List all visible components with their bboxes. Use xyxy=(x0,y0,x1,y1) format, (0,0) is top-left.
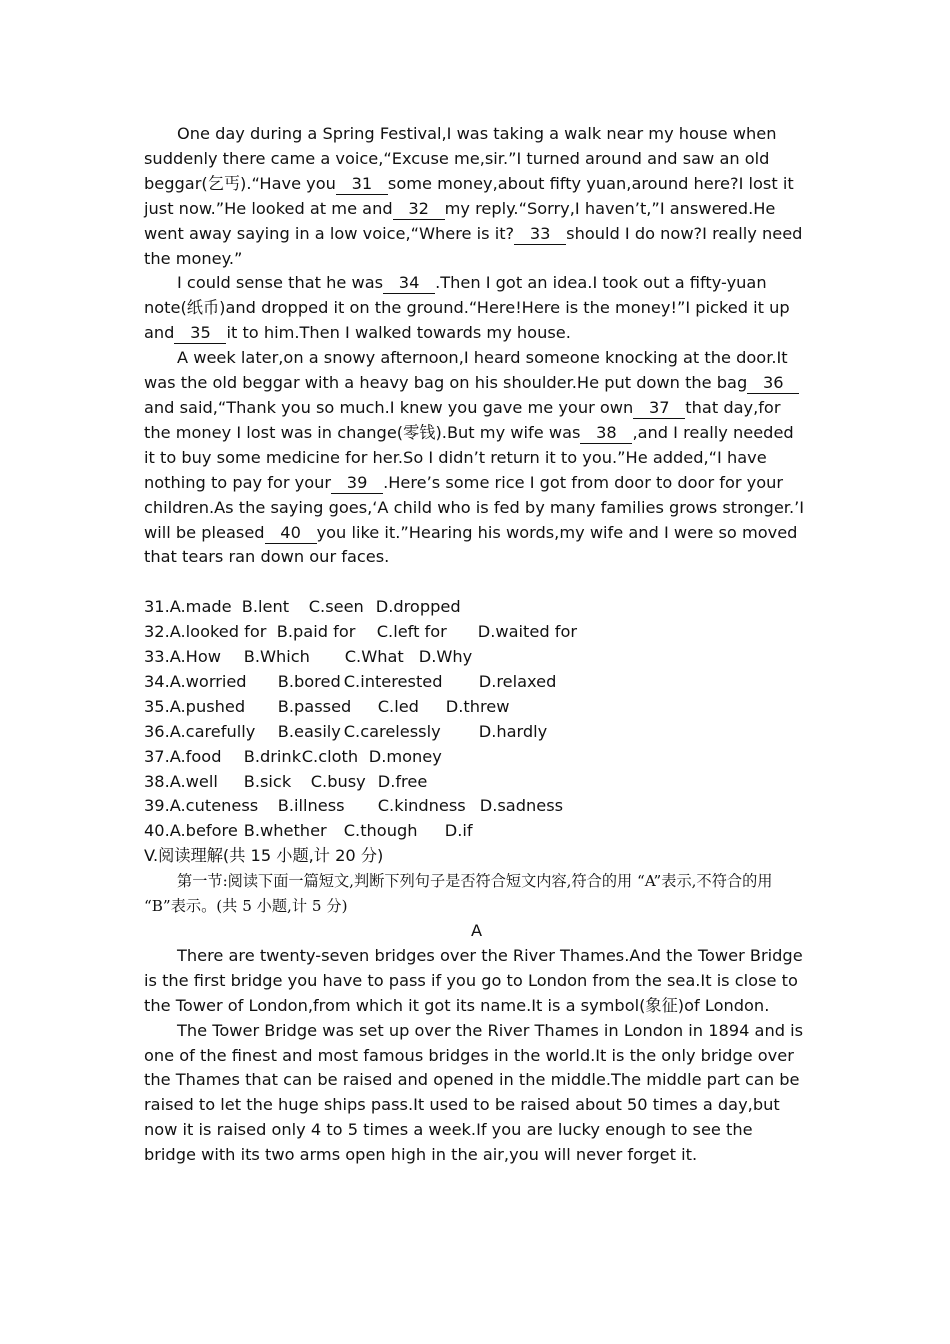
option-b: B.lent xyxy=(241,597,290,617)
question-number: 31. xyxy=(144,597,170,617)
option-row-35 xyxy=(144,695,809,720)
options-list xyxy=(144,595,809,844)
passage-paragraph-2 xyxy=(144,271,809,346)
option-d: D.relaxed xyxy=(478,671,557,691)
option-b: B.Which xyxy=(243,647,310,667)
document-page xyxy=(144,122,809,1168)
option-d: D.dropped xyxy=(375,597,461,617)
blank-38: 38 xyxy=(580,423,632,444)
question-number: 38. xyxy=(144,771,170,791)
option-b: B.drink xyxy=(243,746,302,766)
question-number: 39. xyxy=(144,796,170,816)
text-run: and said,“Thank you so much.I knew you gave me your own xyxy=(144,397,634,417)
option-b: B.paid for xyxy=(276,622,356,642)
option-a: A.How xyxy=(169,647,221,667)
text-run: One day during a Spring Festival,I was taking a walk near my house when suddenly there came a voice,“Excuse me,sir.”I turned around and saw an old beggar(乞丐).“Have you xyxy=(144,124,777,193)
blank-39: 39 xyxy=(331,473,383,494)
text-run: that day,for the money I lost was in change(零钱).But my wife was xyxy=(144,397,781,442)
option-row-38 xyxy=(144,770,809,795)
option-b: B.whether xyxy=(243,821,327,841)
option-a: A.carefully xyxy=(169,721,256,741)
option-b: B.passed xyxy=(277,696,352,716)
option-row-36 xyxy=(144,720,809,745)
question-number: 33. xyxy=(144,647,170,667)
blank-36: 36 xyxy=(747,373,799,394)
reading-paragraph-2: The Tower Bridge was set up over the River Thames in London in 1894 and is one of the finest and most famous bridges in the world.It is the only bridge over the Thames that can be raised and opened in the middle.The middle part can be raised to let the huge ships pass.It used to be raised about 50 times a day,but now it is raised only 4 to 5 times a week.If you are lucky enough to see the bridge with its two arms open high in the air,you will never forget it. xyxy=(144,1020,804,1165)
option-a: A.pushed xyxy=(169,696,246,716)
text-run: some money,about fifty yuan,around here?I lost it just now.”He looked at me and xyxy=(144,173,794,218)
option-d: D.hardly xyxy=(478,721,548,741)
text-run: it to him.Then I walked towards my house. xyxy=(226,323,571,343)
option-a: A.looked for xyxy=(169,622,267,642)
option-c: C.interested xyxy=(343,671,443,691)
question-number: 40. xyxy=(144,821,170,841)
option-c: C.busy xyxy=(310,771,366,791)
option-d: D.Why xyxy=(418,647,473,667)
text-run: my reply.“Sorry,I haven’t,”I answered.He went away saying in a low voice,“Where is it? xyxy=(144,198,776,243)
option-row-34 xyxy=(144,670,809,695)
option-d: D.threw xyxy=(445,696,510,716)
text-run: you like it.”Hearing his words,my wife and I were so moved that tears ran down our faces. xyxy=(144,522,798,567)
option-d: D.waited for xyxy=(477,622,578,642)
option-a: A.worried xyxy=(169,671,247,691)
section-heading: V.阅读理解(共 15 小题,计 20 分) xyxy=(144,846,384,866)
option-c: C.seen xyxy=(308,597,364,617)
blank-40: 40 xyxy=(265,523,317,544)
option-d: D.if xyxy=(444,821,473,841)
option-a: A.food xyxy=(169,746,222,766)
option-d: D.free xyxy=(377,771,428,791)
option-row-40 xyxy=(144,819,809,844)
passage-paragraph-3 xyxy=(144,346,809,570)
question-number: 35. xyxy=(144,696,170,716)
option-b: B.easily xyxy=(277,721,341,741)
option-row-32 xyxy=(144,620,809,645)
text-run: .Then I got an idea.I took out a fifty-yuan note(纸币)and dropped it on the ground.“Here!Here is the money!”I picked it up and xyxy=(144,273,790,343)
option-d: D.sadness xyxy=(479,796,564,816)
option-a: A.well xyxy=(169,771,218,791)
reading-paragraph-1: There are twenty-seven bridges over the River Thames.And the Tower Bridge is the first bridge you have to pass if you go to London from the sea.It is close to the Tower of London,from which it got its name.It is a symbol(象征)of London. xyxy=(144,945,803,1015)
option-c: C.What xyxy=(344,647,404,667)
option-d: D.money xyxy=(368,746,442,766)
section-instruction: 第一节:阅读下面一篇短文,判断下列句子是否符合短文内容,符合的用 “A”表示,不符合的用 “B”表示。(共 5 小题,计 5 分) xyxy=(144,872,773,916)
option-c: C.carelessly xyxy=(343,721,441,741)
question-number: 32. xyxy=(144,622,170,642)
passage-label: A xyxy=(470,920,483,940)
option-a: A.before xyxy=(169,821,238,841)
option-row-33 xyxy=(144,645,809,670)
question-number: 34. xyxy=(144,671,170,691)
option-row-37 xyxy=(144,745,809,770)
blank-32: 32 xyxy=(393,199,445,220)
option-b: B.sick xyxy=(243,771,292,791)
option-row-39 xyxy=(144,794,809,819)
blank-31: 31 xyxy=(336,174,388,195)
option-c: C.left for xyxy=(376,622,447,642)
option-a: A.made xyxy=(169,597,232,617)
blank-33: 33 xyxy=(514,224,566,245)
question-number: 37. xyxy=(144,746,170,766)
option-c: C.though xyxy=(343,821,418,841)
blank-37: 37 xyxy=(633,398,685,419)
text-run: A week later,on a snowy afternoon,I heard someone knocking at the door.It was the old beggar with a heavy bag on his shoulder.He put down the bag xyxy=(144,348,788,393)
option-row-31 xyxy=(144,595,809,620)
option-c: C.led xyxy=(377,696,419,716)
blank-34: 34 xyxy=(383,273,435,294)
option-b: B.illness xyxy=(277,796,345,816)
text-run: ,and I really needed it to buy some medicine for her.So I didn’t return it to you.”He added,“I have nothing to pay for your xyxy=(144,422,794,492)
text-run: should I do now?I really need the money.” xyxy=(144,223,803,268)
option-c: C.cloth xyxy=(301,746,359,766)
option-a: A.cuteness xyxy=(169,796,259,816)
option-c: C.kindness xyxy=(377,796,466,816)
option-b: B.bored xyxy=(277,671,341,691)
passage-paragraph-1 xyxy=(144,122,809,271)
blank-35: 35 xyxy=(174,323,226,344)
spacer xyxy=(144,570,809,595)
text-run: I could sense that he was xyxy=(177,273,384,293)
text-run: .Here’s some rice I got from door to door for your children.As the saying goes,‘A child who is fed by many families grows stronger.’I will be pleased xyxy=(144,472,805,542)
question-number: 36. xyxy=(144,721,170,741)
